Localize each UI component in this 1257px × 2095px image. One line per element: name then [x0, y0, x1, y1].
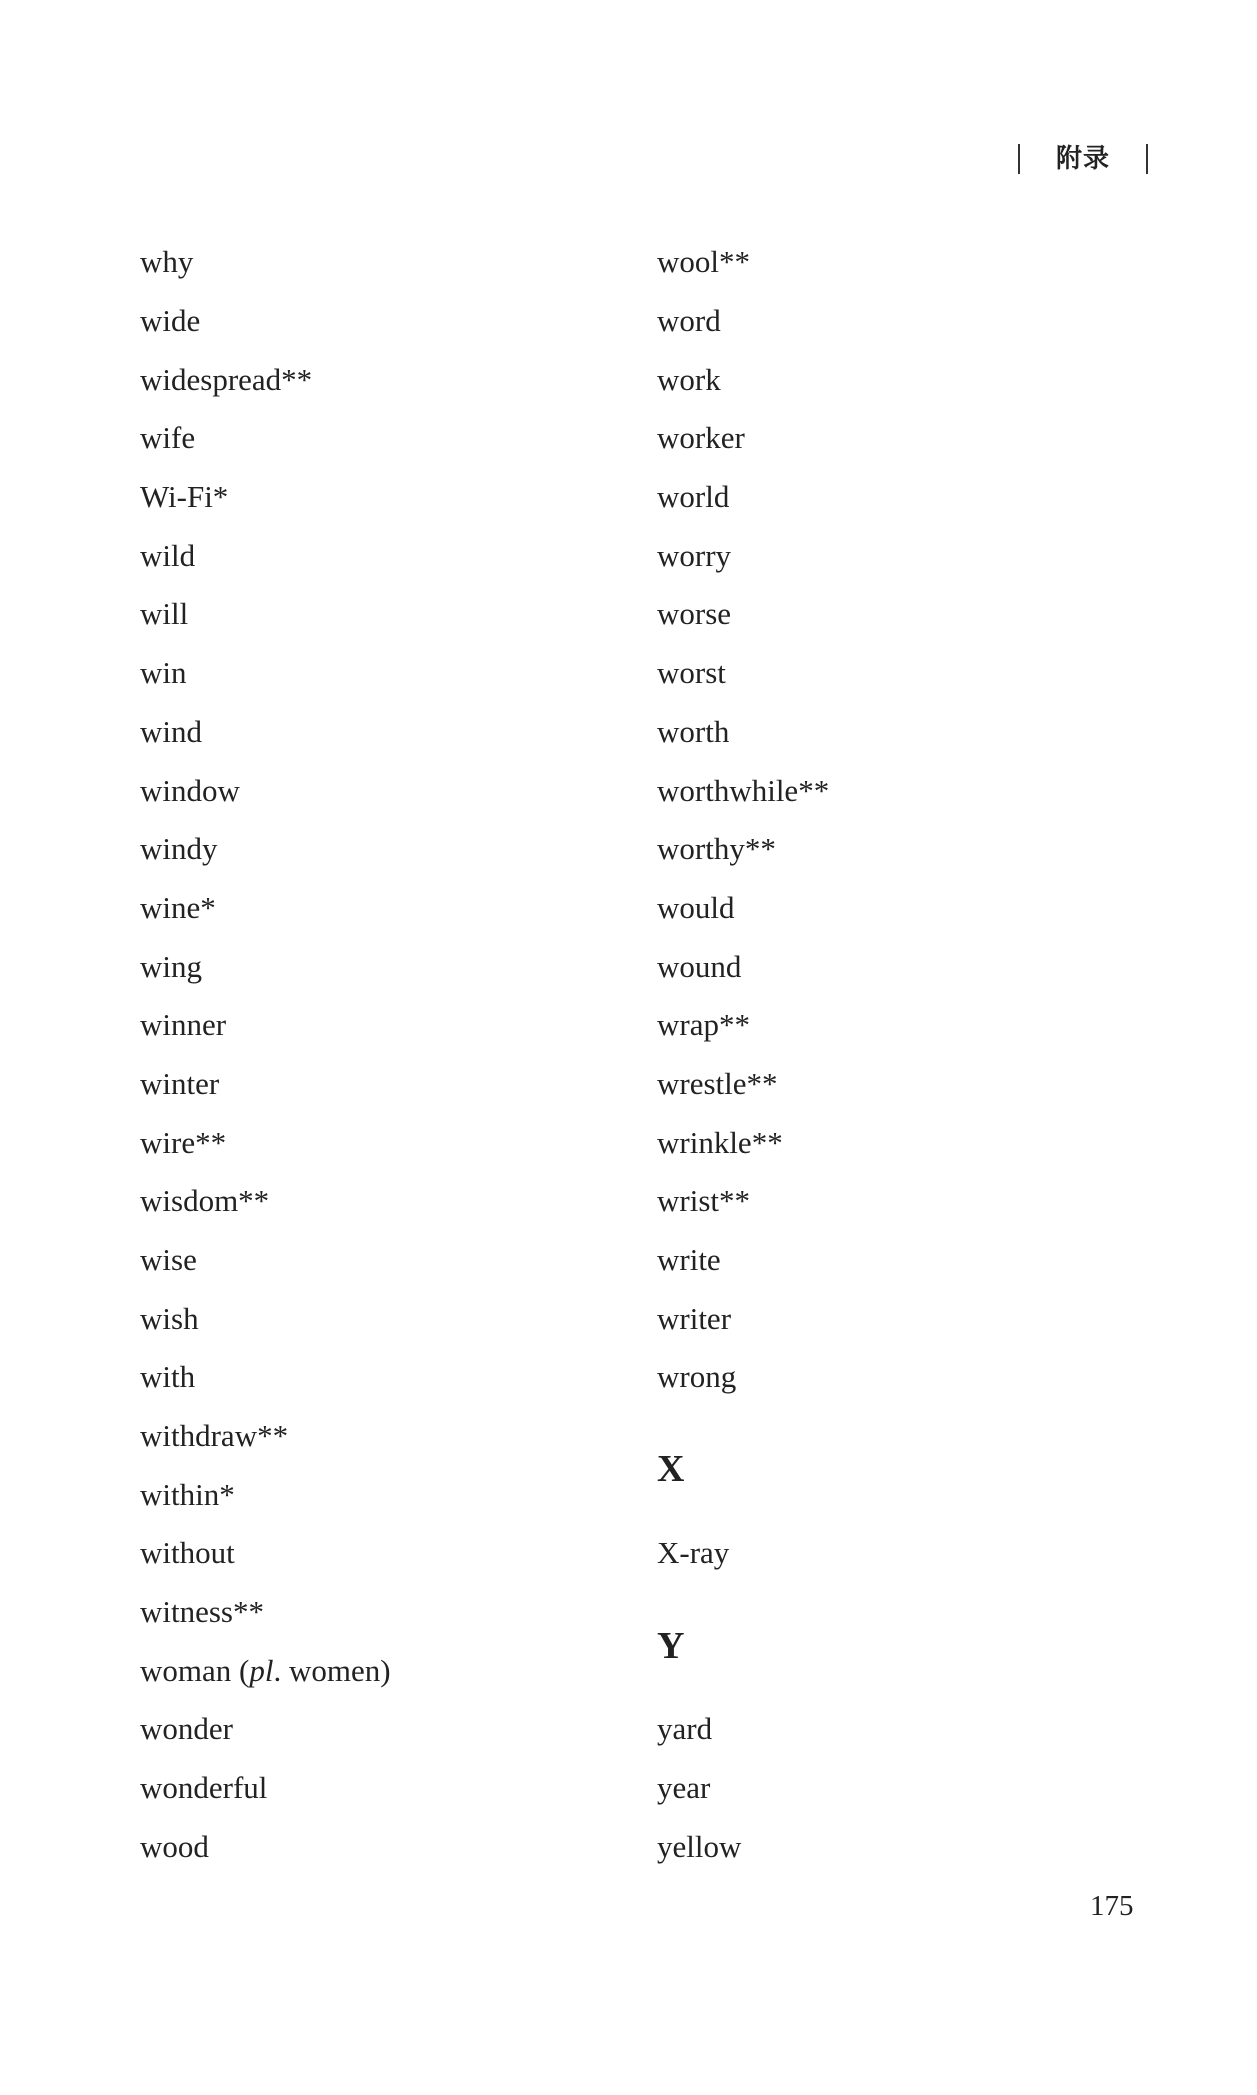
word-entry: yellow — [657, 1829, 742, 1864]
word-entry: yard — [657, 1711, 713, 1746]
word-entry: widespread** — [140, 362, 313, 397]
word-entry: wine* — [140, 890, 216, 925]
section-heading-x: X — [657, 1448, 685, 1490]
word-entry: wish — [140, 1301, 199, 1336]
word-entry: year — [657, 1770, 711, 1805]
word-entry: win — [140, 655, 187, 690]
word-entry: wise — [140, 1242, 197, 1277]
word-entry: world — [657, 479, 730, 514]
word-entry: wrinkle** — [657, 1125, 783, 1160]
word-entry: worse — [657, 596, 732, 631]
word-entry: withdraw** — [140, 1418, 289, 1453]
word-entry: worthy** — [657, 831, 776, 866]
word-entry: word — [657, 303, 721, 338]
word-entry: would — [657, 890, 735, 925]
word-entry: writer — [657, 1301, 732, 1336]
word-note-rest: . women) — [273, 1653, 391, 1688]
word-entry: winner — [140, 1007, 227, 1042]
word-headword: woman — [140, 1653, 232, 1688]
word-entry: window — [140, 773, 240, 808]
word-entry-woman — [140, 1655, 391, 1686]
word-entry: Wi-Fi* — [140, 479, 229, 514]
word-entry: witness** — [140, 1594, 264, 1629]
word-entry: winter — [140, 1066, 220, 1101]
header-rule-left — [1018, 144, 1020, 174]
word-entry: wisdom** — [140, 1183, 270, 1218]
word-entry: wrestle** — [657, 1066, 778, 1101]
word-entry: wound — [657, 949, 742, 984]
header-rule-right — [1146, 144, 1148, 174]
word-note-open: ( — [231, 1653, 250, 1688]
word-entry: wonder — [140, 1711, 233, 1746]
word-entry: wrap** — [657, 1007, 750, 1042]
word-entry: without — [140, 1535, 235, 1570]
word-entry: wrist** — [657, 1183, 750, 1218]
word-entry: wool** — [657, 244, 750, 279]
running-header — [1018, 138, 1148, 180]
word-entry: wife — [140, 420, 196, 455]
word-entry: within* — [140, 1477, 235, 1512]
word-entry: wood — [140, 1829, 209, 1864]
word-entry: wild — [140, 538, 196, 573]
word-entry: windy — [140, 831, 218, 866]
word-entry: work — [657, 362, 721, 397]
word-entry: worthwhile** — [657, 773, 830, 808]
page-number: 175 — [1090, 1890, 1134, 1922]
word-entry: worst — [657, 655, 726, 690]
word-entry: why — [140, 244, 194, 279]
word-entry: X-ray — [657, 1535, 730, 1570]
plural-abbreviation: pl — [249, 1653, 274, 1688]
word-entry: will — [140, 596, 189, 631]
word-entry: with — [140, 1359, 196, 1394]
word-entry: write — [657, 1242, 721, 1277]
word-entry: wide — [140, 303, 201, 338]
word-entry: wire** — [140, 1125, 227, 1160]
word-entry: worry — [657, 538, 732, 573]
word-entry: wind — [140, 714, 202, 749]
header-title: 附录 — [1055, 144, 1110, 174]
word-entry: wrong — [657, 1359, 737, 1394]
word-entry: wing — [140, 949, 202, 984]
section-heading-y: Y — [657, 1625, 685, 1667]
word-entry: wonderful — [140, 1770, 268, 1805]
word-entry: worker — [657, 420, 745, 455]
word-entry: worth — [657, 714, 730, 749]
